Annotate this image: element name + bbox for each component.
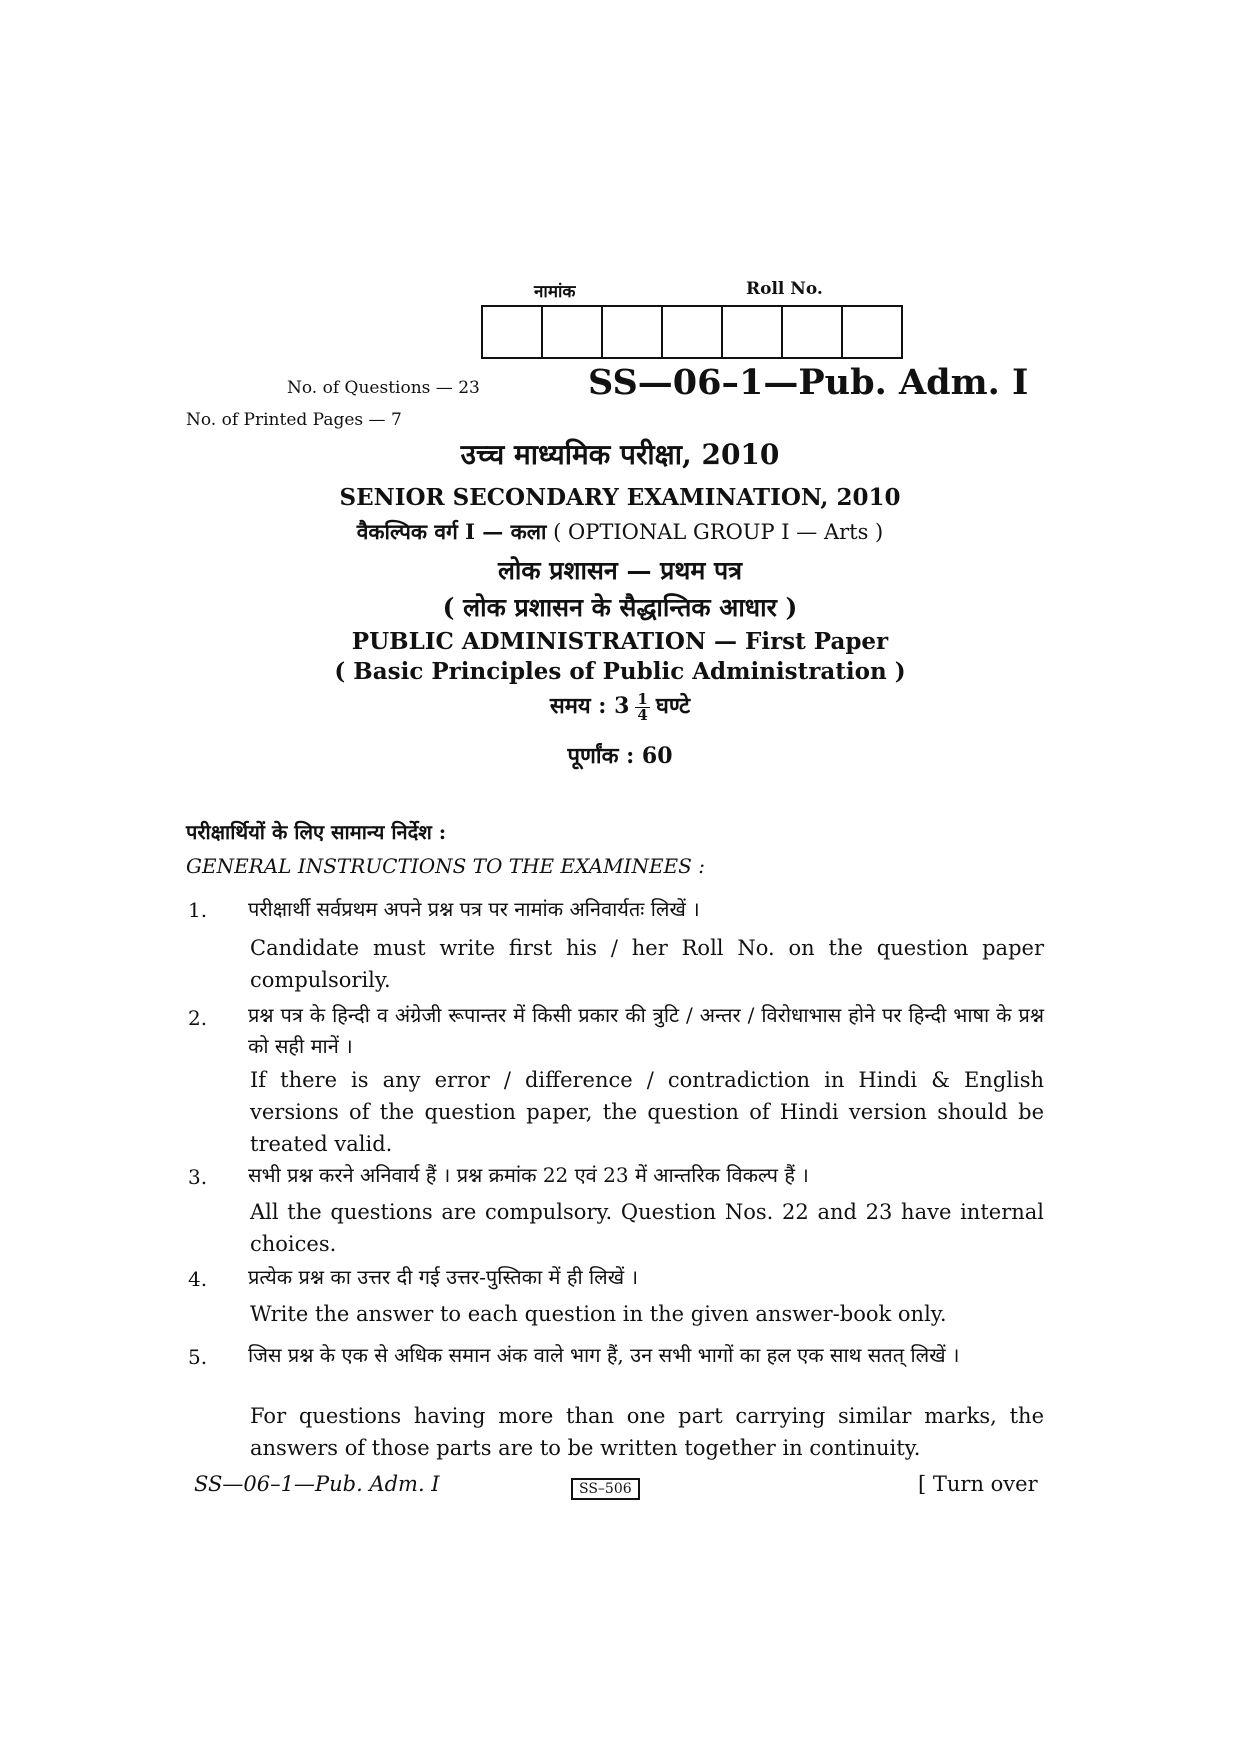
paper-code: SS—06–1—Pub. Adm. I bbox=[588, 362, 1029, 403]
roll-digit-box[interactable] bbox=[843, 307, 901, 357]
fraction-denominator: 4 bbox=[637, 705, 648, 724]
instruction-number: 2. bbox=[188, 1006, 208, 1030]
instruction-text-hindi: प्रत्येक प्रश्न का उत्तर दी गई उत्तर-पुस्तिका में ही लिखें । bbox=[248, 1265, 639, 1289]
instruction-text-english: If there is any error / difference / contradiction in Hindi & English versions of the question paper, the question of Hindi version should be treated valid. bbox=[250, 1068, 1044, 1156]
number-of-questions: No. of Questions — 23 bbox=[287, 378, 480, 398]
instruction-text-english: Candidate must write first his / her Roll No. on the question paper compulsorily. bbox=[250, 936, 1044, 992]
number-of-printed-pages: No. of Printed Pages — 7 bbox=[186, 410, 402, 430]
exam-title-english: SENIOR SECONDARY EXAMINATION, 2010 bbox=[339, 484, 901, 511]
subject-subtitle-hindi: ( लोक प्रशासन के सैद्धान्तिक आधार ) bbox=[442, 593, 798, 622]
roll-label-english: Roll No. bbox=[746, 279, 823, 299]
fraction-numerator: 1 bbox=[637, 689, 648, 708]
optional-group-line bbox=[0, 518, 1240, 546]
instruction-text-hindi: परीक्षार्थी सर्वप्रथम अपने प्रश्न पत्र पर नामांक अनिवार्यतः लिखें । bbox=[248, 897, 700, 921]
instruction-text-hindi: सभी प्रश्न करने अनिवार्य हैं । प्रश्न क्रमांक 22 एवं 23 में आन्तरिक विकल्प हैं । bbox=[248, 1163, 809, 1187]
turn-over-note: [ Turn over bbox=[918, 1472, 1038, 1496]
optional-group-hindi: वैकल्पिक वर्ग I — कला bbox=[356, 519, 547, 544]
footer-code-box: SS–506 bbox=[571, 1478, 640, 1500]
instructions-heading-english: GENERAL INSTRUCTIONS TO THE EXAMINEES : bbox=[186, 854, 705, 878]
instruction-text-english: Write the answer to each question in the given answer-book only. bbox=[250, 1302, 947, 1326]
instructions-heading-hindi: परीक्षार्थियों के लिए सामान्य निर्देश : bbox=[186, 820, 447, 844]
instruction-number: 5. bbox=[188, 1345, 208, 1369]
subject-title-hindi: लोक प्रशासन — प्रथम पत्र bbox=[497, 556, 743, 585]
roll-digit-box[interactable] bbox=[783, 307, 843, 357]
subject-title-english: PUBLIC ADMINISTRATION — First Paper bbox=[351, 628, 889, 655]
time-label: समय : 3 bbox=[549, 693, 630, 719]
time-unit: घण्टे bbox=[655, 693, 691, 719]
instruction-text-hindi: जिस प्रश्न के एक से अधिक समान अंक वाले भाग हैं, उन सभी भागों का हल एक साथ सतत् लिखें । bbox=[248, 1343, 960, 1367]
instruction-text-hindi: प्रश्न पत्र के हिन्दी व अंग्रेजी रूपान्तर में किसी प्रकार की त्रुटि / अन्तर / विरोधाभास होने पर हिन्दी भाषा के प्रश्न को सही मानें । bbox=[248, 1003, 1044, 1058]
exam-title-hindi: उच्च माध्यमिक परीक्षा, 2010 bbox=[460, 438, 780, 471]
roll-digit-box[interactable] bbox=[663, 307, 723, 357]
instruction-text-english: For questions having more than one part carrying similar marks, the answers of those parts are to be written together in continuity. bbox=[250, 1404, 1044, 1460]
time-fraction bbox=[635, 689, 649, 724]
maximum-marks: पूर्णांक : 60 bbox=[567, 743, 673, 769]
roll-digit-box[interactable] bbox=[723, 307, 783, 357]
roll-number-boxes[interactable] bbox=[481, 305, 903, 359]
roll-digit-box[interactable] bbox=[603, 307, 663, 357]
time-allowed bbox=[0, 690, 1240, 723]
optional-group-english: ( OPTIONAL GROUP I — Arts ) bbox=[553, 520, 884, 544]
instruction-number: 3. bbox=[188, 1165, 208, 1189]
instruction-text-english: All the questions are compulsory. Question Nos. 22 and 23 have internal choices. bbox=[250, 1200, 1044, 1256]
instruction-number: 4. bbox=[188, 1267, 208, 1291]
roll-digit-box[interactable] bbox=[483, 307, 543, 357]
subject-subtitle-english: ( Basic Principles of Public Administration ) bbox=[334, 658, 906, 685]
footer-paper-code: SS—06–1—Pub. Adm. I bbox=[194, 1472, 440, 1496]
roll-label-hindi: नामांक bbox=[534, 282, 576, 302]
roll-digit-box[interactable] bbox=[543, 307, 603, 357]
instruction-number: 1. bbox=[188, 898, 208, 922]
